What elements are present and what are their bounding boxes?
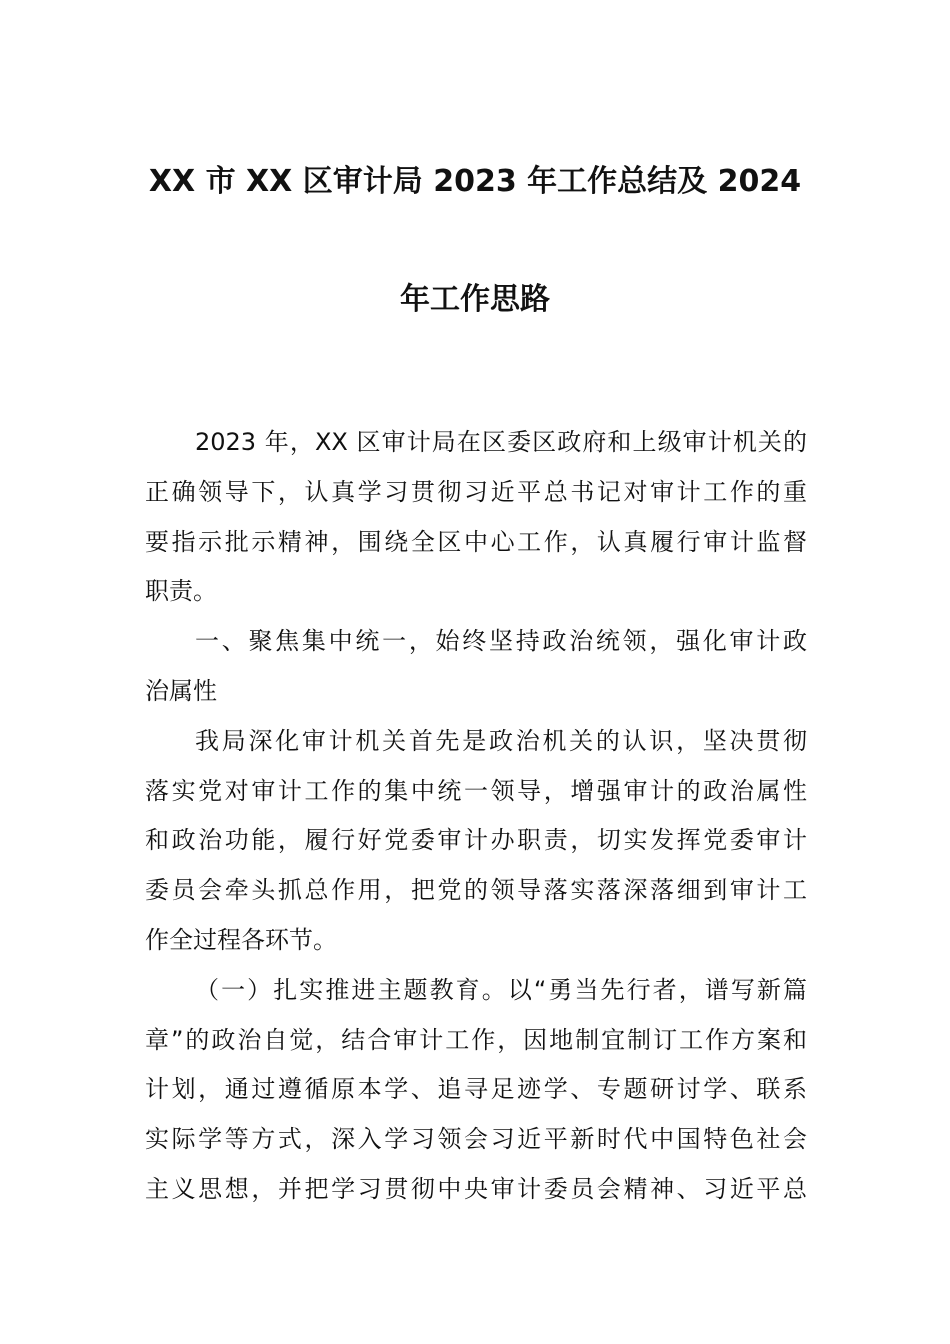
section-heading-line: 治属性 xyxy=(145,676,217,705)
paragraph-line: 落实党对审计工作的集中统一领导，增强审计的政治属性 xyxy=(145,776,807,805)
paragraph-line: 2023 年，XX 区审计局在区委区政府和上级审计机关的 xyxy=(195,428,807,456)
paragraph-line: 主义思想，并把学习贯彻中央审计委员会精神、习近平总 xyxy=(145,1174,807,1203)
paragraph-line: 正确领导下，认真学习贯彻习近平总书记对审计工作的重 xyxy=(145,477,807,506)
paragraph-line: 章”的政治自觉，结合审计工作，因地制宜制订工作方案和 xyxy=(145,1025,807,1054)
paragraph-line: （一）扎实推进主题教育。以“勇当先行者，谱写新篇 xyxy=(195,975,807,1004)
paragraph-line: 委员会牵头抓总作用，把党的领导落实落深落细到审计工 xyxy=(145,876,807,905)
paragraph-line: 要指示批示精神，围绕全区中心工作，认真履行审计监督 xyxy=(145,527,807,556)
section-heading-line: 一、聚焦集中统一，始终坚持政治统领，强化审计政 xyxy=(195,627,807,656)
document-title-line-2: 年工作思路 xyxy=(400,282,550,317)
paragraph-line: 作全过程各环节。 xyxy=(145,925,337,954)
paragraph-line: 实际学等方式，深入学习领会习近平新时代中国特色社会 xyxy=(145,1125,807,1154)
document-title-line-1: XX 市 XX 区审计局 2023 年工作总结及 2024 xyxy=(148,164,802,199)
paragraph-line: 职责。 xyxy=(145,577,217,606)
paragraph-line: 计划，通过遵循原本学、追寻足迹学、专题研讨学、联系 xyxy=(145,1075,807,1104)
paragraph-line: 我局深化审计机关首先是政治机关的认识，坚决贯彻 xyxy=(195,726,807,755)
document-body xyxy=(145,418,807,1215)
paragraph-line: 和政治功能，履行好党委审计办职责，切实发挥党委审计 xyxy=(145,826,807,855)
